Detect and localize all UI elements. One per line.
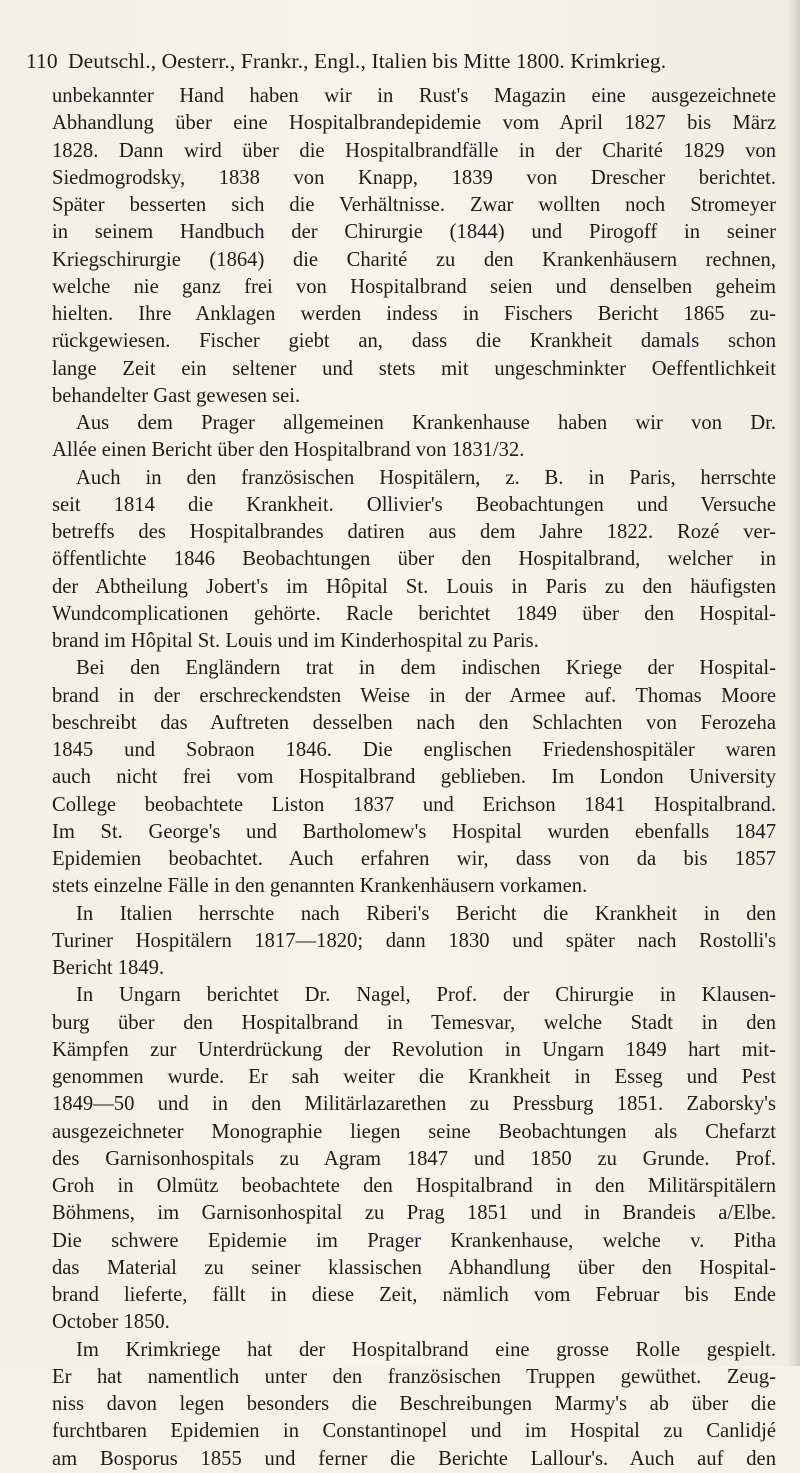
running-title: Deutschl., Oesterr., Frankr., Engl., Italien bis Mitte 1800. Krimkrieg. xyxy=(68,49,667,73)
text-line: Aus dem Prager allgemeinen Krankenhause haben wir von Dr. xyxy=(76,412,776,434)
text-line: betreffs des Hospitalbrandes datiren aus dem Jahre 1822. Rozé ver- xyxy=(52,521,776,543)
text-line: auch nicht frei vom Hospitalbrand geblieben. Im London University xyxy=(52,766,776,789)
text-line: öffentlichte 1846 Beobachtungen über den Hospitalbrand, welcher in xyxy=(52,548,776,571)
text-line: in seinem Handbuch der Chirurgie (1844) und Pirogoff in seiner xyxy=(52,221,776,244)
text-line: In Italien herrschte nach Riberi's Bericht die Krankheit in den xyxy=(76,902,776,925)
text-line: 1828. Dann wird über die Hospitalbrandfälle in der Charité 1829 von xyxy=(52,139,776,162)
text-line: ausgezeichneter Monographie liegen seine Beobachtungen als Chefarzt xyxy=(52,1120,776,1143)
text-line: Auch in den französischen Hospitälern, z. B. in Paris, herrschte xyxy=(76,466,776,489)
text-line: Abhandlung über eine Hospitalbrandepidemie vom April 1827 bis März xyxy=(52,112,776,135)
text-line: Epidemien beobachtet. Auch erfahren wir, dass von da bis 1857 xyxy=(52,848,776,870)
text-line: unbekannter Hand haben wir in Rust's Magazin eine ausgezeichnete xyxy=(52,85,776,107)
text-line: burg über den Hospitalbrand in Temesvar, welche Stadt in den xyxy=(52,1011,776,1034)
text-line: Bericht 1849. xyxy=(52,957,165,979)
text-line: College beobachtete Liston 1837 und Erichson 1841 Hospitalbrand. xyxy=(52,793,776,816)
text-line: lange Zeit ein seltener und stets mit ungeschminkter Oeffentlichkeit xyxy=(52,357,776,380)
text-line: welche nie ganz frei von Hospitalbrand seien und denselben geheim xyxy=(52,275,776,298)
text-line: niss davon legen besonders die Beschreibungen Marmy's ab über die xyxy=(52,1393,776,1415)
text-line: Er hat namentlich unter den französischen Truppen gewüthet. Zeug- xyxy=(52,1365,776,1388)
text-line: seit 1814 die Krankheit. Ollivier's Beobachtungen und Versuche xyxy=(52,493,776,516)
text-line: 1849—50 und in den Militärlazarethen zu Pressburg 1851. Zaborsky's xyxy=(52,1093,776,1116)
text-line: Wundcomplicationen gehörte. Racle berichtet 1849 über den Hospital- xyxy=(52,602,776,625)
text-line: Allée einen Bericht über den Hospitalbrand von 1831/32. xyxy=(52,439,525,462)
text-line: October 1850. xyxy=(52,1311,170,1334)
running-header xyxy=(26,48,786,74)
text-line: Die schwere Epidemie im Prager Krankenhause, welche v. Pitha xyxy=(52,1229,776,1252)
text-line: Im St. George's und Bartholomew's Hospital wurden ebenfalls 1847 xyxy=(52,820,776,843)
text-line: Später besserten sich die Verhältnisse. Zwar wollten noch Stromeyer xyxy=(52,194,776,216)
page-number: 110 xyxy=(26,49,58,73)
text-line: das Material zu seiner klassischen Abhandlung über den Hospital- xyxy=(52,1256,776,1279)
text-line: rückgewiesen. Fischer giebt an, dass die Krankheit damals schon xyxy=(52,330,776,353)
text-line: genommen wurde. Er sah weiter die Krankheit in Esseg und Pest xyxy=(52,1066,776,1088)
text-line: Siedmogrodsky, 1838 von Knapp, 1839 von Drescher berichtet. xyxy=(52,166,776,189)
text-line: behandelter Gast gewesen sei. xyxy=(52,384,301,407)
text-line: brand im Hôpital St. Louis und im Kinderhospital zu Paris. xyxy=(52,630,539,652)
text-line: Kämpfen zur Unterdrückung der Revolution in Ungarn 1849 hart mit- xyxy=(52,1038,776,1061)
text-line: furchtbaren Epidemien in Constantinopel und im Hospital zu Canlidjé xyxy=(52,1420,776,1443)
text-line: des Garnisonhospitals zu Agram 1847 und 1850 zu Grunde. Prof. xyxy=(52,1147,776,1170)
page-edge-shadow xyxy=(788,0,800,1366)
text-line: 1845 und Sobraon 1846. Die englischen Friedenshospitäler waren xyxy=(52,739,776,761)
text-line: hielten. Ihre Anklagen werden indess in Fischers Bericht 1865 zu- xyxy=(52,303,776,325)
text-line: der Abtheilung Jobert's im Hôpital St. Louis in Paris zu den häufigsten xyxy=(52,575,776,598)
text-line: Im Krimkriege hat der Hospitalbrand eine grosse Rolle gespielt. xyxy=(76,1338,776,1361)
text-line: stets einzelne Fälle in den genannten Krankenhäusern vorkamen. xyxy=(52,875,588,898)
text-line: Turiner Hospitälern 1817—1820; dann 1830 und später nach Rostolli's xyxy=(52,929,776,952)
text-line: am Bosporus 1855 und ferner die Berichte Lallour's. Auch auf den xyxy=(52,1447,776,1470)
body-text xyxy=(52,83,776,1473)
text-line: Bei den Engländern trat in dem indischen Kriege der Hospital- xyxy=(76,657,776,680)
text-line: Kriegschirurgie (1864) die Charité zu den Krankenhäusern rechnen, xyxy=(52,248,776,271)
text-line: In Ungarn berichtet Dr. Nagel, Prof. der Chirurgie in Klausen- xyxy=(76,984,776,1007)
text-line: Groh in Olmütz beobachtete den Hospitalbrand in den Militärspitälern xyxy=(52,1175,776,1197)
text-line: beschreibt das Auftreten desselben nach den Schlachten von Ferozeha xyxy=(52,711,776,734)
text-line: brand in der erschreckendsten Weise in der Armee auf. Thomas Moore xyxy=(52,684,776,707)
text-line: Böhmens, im Garnisonhospital zu Prag 1851 und in Brandeis a/Elbe. xyxy=(52,1202,776,1225)
text-line: brand lieferte, fällt in diese Zeit, nämlich vom Februar bis Ende xyxy=(52,1284,776,1306)
